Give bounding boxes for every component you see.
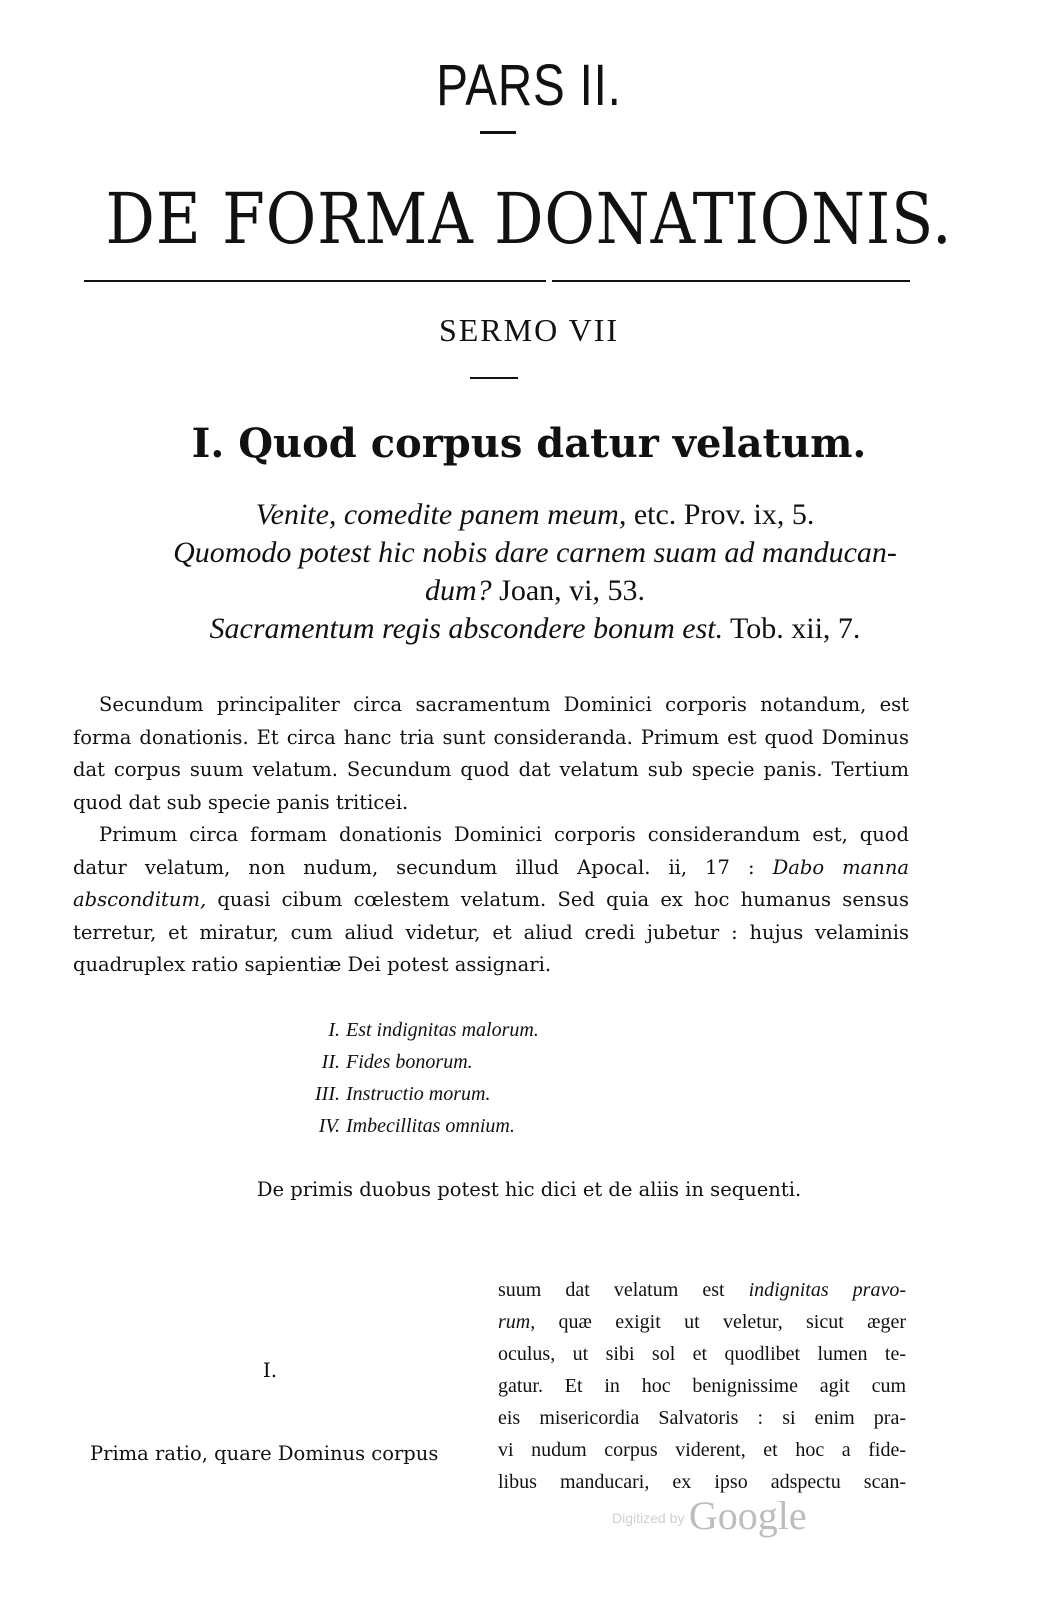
watermark (612, 1492, 807, 1539)
list-item (300, 1046, 700, 1078)
quotation: Dabo manna absconditum, (73, 855, 910, 911)
list-item (300, 1078, 700, 1110)
text-segment: Tob. xii, 7. (723, 612, 861, 645)
text-line (60, 534, 1010, 572)
watermark-prefix: Digitized by (612, 1510, 685, 1526)
italic-segment: dum? (425, 574, 492, 607)
text-segment: gatur. Et in hoc benignissime agit cum (498, 1375, 906, 1397)
text-line (60, 572, 1010, 610)
italic-segment: Quomodo potest hic nobis dare carnem suam ad manducan- (173, 536, 897, 569)
list-number: II. (321, 1051, 340, 1073)
google-logo: Google (688, 1493, 807, 1538)
text-segment: quæ exigit ut veletur, sicut æger (535, 1311, 906, 1333)
right-column-text (498, 1274, 906, 1498)
reasons-list (300, 1014, 700, 1142)
list-text: Imbecillitas omnium. (346, 1115, 515, 1137)
list-item (300, 1110, 700, 1142)
page-title: DE FORMA DONATIONIS. (105, 178, 953, 260)
text-segment: etc. Prov. ix, 5. (626, 498, 815, 531)
italic-segment: indignitas pravo- (748, 1279, 906, 1301)
list-text: Instructio morum. (346, 1083, 491, 1105)
short-rule (480, 131, 516, 134)
left-column-text: Prima ratio, quare Dominus corpus (90, 1442, 439, 1465)
text-line (498, 1434, 906, 1466)
list-text: Est indignitas malorum. (346, 1019, 539, 1041)
part-label: PARS II. (436, 53, 622, 118)
italic-segment: rum, (498, 1311, 536, 1333)
paragraph (73, 819, 909, 982)
list-number: I. (328, 1019, 340, 1041)
closing-line: De primis duobus potest hic dici et de aliis in sequenti. (256, 1178, 802, 1201)
text-line (60, 496, 1010, 534)
title-rule-right (552, 280, 910, 282)
text-segment: libus manducari, ex ipso adspectu scan- (498, 1471, 906, 1493)
list-item (300, 1014, 700, 1046)
text-line (60, 610, 1010, 648)
section-number: I. (262, 1358, 278, 1382)
paragraph-text: Primum circa formam donationis Dominici corporis considerandum est, quod datur velatum, non nudum, secundum illud Apocal. ii, 17 : (73, 823, 909, 879)
sermon-rule (470, 377, 518, 379)
text-segment: suum dat velatum est (498, 1279, 749, 1301)
text-line (498, 1274, 906, 1306)
list-number: IV. (318, 1115, 340, 1137)
title-rule-left (84, 280, 546, 282)
text-segment: oculus, ut sibi sol et quodlibet lumen te- (498, 1343, 906, 1365)
list-number: III. (315, 1083, 340, 1105)
text-line (498, 1402, 906, 1434)
body-text (73, 689, 909, 982)
paragraph: Secundum principaliter circa sacramentum Dominici corporis notandum, est forma donationis. Et circa hanc tria sunt consideranda. Primum est quod Dominus dat corpus suum velatum. Secundum quod dat velatum sub specie panis. Tertium quod dat sub specie panis triticei. (73, 693, 909, 814)
epigraph (60, 496, 1010, 648)
section-heading: I. Quod corpus datur velatum. (191, 420, 867, 467)
text-line (498, 1338, 906, 1370)
list-text: Fides bonorum. (346, 1051, 473, 1073)
italic-segment: Sacramentum regis abscondere bonum est. (209, 612, 724, 645)
text-line (498, 1306, 906, 1338)
text-segment: vi nudum corpus viderent, et hoc a fide- (498, 1439, 906, 1461)
text-segment: Joan, vi, 53. (491, 574, 645, 607)
text-line (498, 1370, 906, 1402)
paragraph-text: quasi cibum cœlestem velatum. Sed quia ex hoc humanus sensus terretur, et miratur, cum aliud videtur, et aliud credi jubetur : hujus velaminis quadruplex ratio sapientiæ Dei potest assignari. (73, 888, 909, 976)
sermon-label: SERMO VII (438, 312, 620, 348)
text-segment: eis misericordia Salvatoris : si enim pra- (498, 1407, 906, 1429)
italic-segment: Venite, comedite panem meum, (255, 498, 627, 531)
